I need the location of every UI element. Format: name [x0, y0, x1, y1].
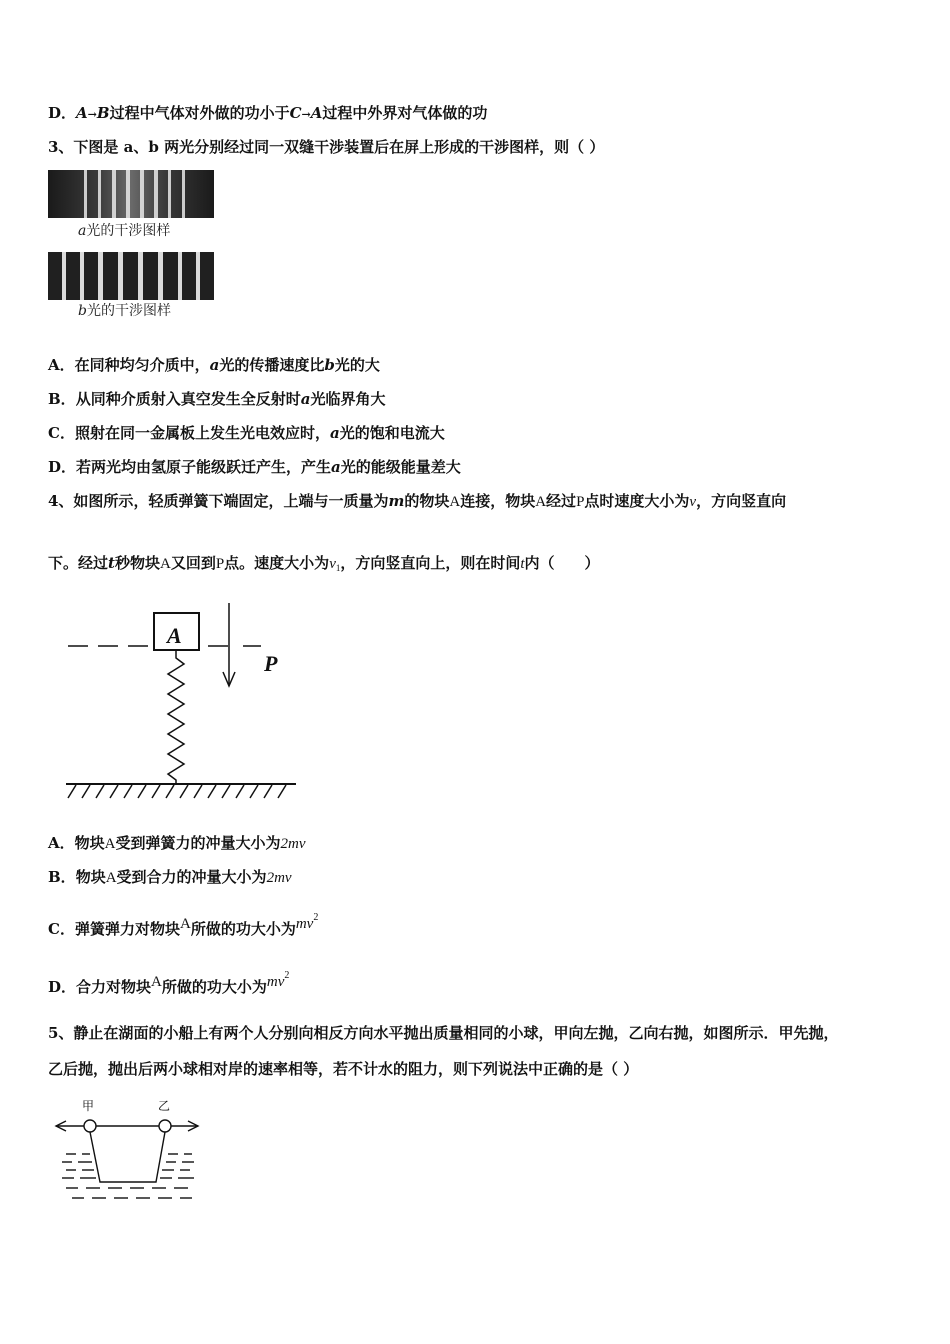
expression: 2mv: [280, 836, 306, 852]
option-label: D．: [48, 104, 77, 122]
option-text: 弹簧弹力对物块: [74, 920, 180, 938]
option-label: D．: [48, 978, 77, 996]
expression: [266, 970, 290, 990]
symbol: A: [151, 974, 162, 990]
symbol: a: [300, 390, 311, 408]
q3-stem: 3、下图是 a、b 两光分别经过同一双缝干涉装置后在屏上形成的干涉图样，则（ ）: [48, 138, 605, 156]
symbol: A: [104, 836, 116, 852]
symbol: b: [324, 356, 335, 374]
q5-stem-line1: 5、静止在湖面的小船上有两个人分别向相反方向水平抛出质量相同的小球，甲向左抛，乙向右抛，如图所示．甲先抛，: [48, 1024, 839, 1042]
symbol: a: [329, 424, 340, 442]
symbol: A: [159, 556, 171, 572]
option-label: A．: [48, 834, 75, 852]
option-label: A．: [48, 356, 75, 374]
option-text: 过程中外界对气体做的功: [322, 104, 488, 122]
option-text: 受到合力的冲量大小为: [116, 868, 267, 886]
q3-option-c: [48, 422, 445, 443]
symbol: P: [215, 556, 225, 572]
option-label: B．: [48, 868, 76, 886]
symbol-base: v: [329, 556, 336, 572]
boat-diagram: [52, 1096, 202, 1208]
option-label: C．: [48, 920, 75, 938]
spring-block-diagram: [58, 598, 308, 803]
symbol: A: [449, 494, 461, 510]
option-label: C．: [48, 424, 75, 442]
option-text: 过程中气体对外做的功小于: [109, 104, 290, 122]
option-label: B．: [48, 390, 76, 408]
caption-text: 光的干涉图样: [86, 303, 171, 319]
expression-base: mv: [266, 974, 285, 990]
q4-option-a: [48, 832, 306, 853]
stem-text: 连接，物块: [460, 492, 536, 510]
symbol: t: [108, 554, 115, 572]
symbol: A: [535, 494, 547, 510]
q2-option-d: D．A→B过程中气体对外做的功小于C→A过程中外界对气体做的功: [48, 104, 488, 122]
state-symbol: C: [289, 104, 302, 122]
option-text: 物块: [75, 868, 106, 886]
symbol: a: [331, 458, 341, 476]
symbol: t: [520, 556, 525, 572]
stem-text: 4、如图所示，轻质弹簧下端固定，上端与一质量为: [48, 492, 389, 510]
option-text: 光的传播速度比: [219, 356, 325, 374]
option-text: 光临界角大: [310, 390, 386, 408]
stem-text: 点。速度大小为: [224, 554, 330, 572]
option-text: 光的大: [334, 356, 380, 374]
stem-text: ，方向竖直向: [696, 492, 787, 510]
option-text: 物块: [74, 834, 105, 852]
expression-base: mv: [295, 916, 314, 932]
subscript: 1: [335, 563, 341, 573]
q5-stem-line2: 乙后抛，抛出后两小球相对岸的速率相等，若不计水的阻力，则下列说法中正确的是（ ）: [48, 1060, 639, 1078]
symbol: A: [179, 916, 191, 932]
symbol: a: [209, 356, 220, 374]
interference-caption-b: [78, 300, 171, 320]
option-text: 光的饱和电流大: [339, 424, 445, 442]
stem-text: 点时速度大小为: [584, 492, 690, 510]
stem-text: 秒物块: [114, 554, 160, 572]
expression: [295, 912, 319, 932]
person-label-left: 甲: [82, 1099, 95, 1113]
q3-option-a: [48, 354, 380, 375]
interference-pattern-b: [48, 252, 214, 300]
interference-pattern-a: [48, 170, 214, 218]
option-text: 受到弹簧力的冲量大小为: [115, 834, 281, 852]
expression: 2mv: [266, 870, 292, 886]
stem-text: 下。经过: [48, 554, 109, 572]
person-label-right: 乙: [158, 1099, 171, 1113]
exponent: 2: [313, 912, 319, 923]
caption-letter: b: [78, 303, 87, 319]
option-text: 若两光均由氢原子能级跃迁产生，产生: [76, 458, 332, 476]
point-label: P: [264, 651, 278, 676]
symbol: m: [388, 492, 405, 510]
stem-text: 内（ ）: [524, 554, 600, 572]
caption-letter: a: [78, 223, 87, 239]
state-symbol: B: [96, 104, 110, 122]
state-symbol: A: [76, 104, 88, 122]
option-text: 从同种介质射入真空发生全反射时: [75, 390, 301, 408]
stem-text: 的物块: [404, 492, 450, 510]
q3-option-d: [48, 456, 461, 477]
stem-text: 经过: [546, 492, 577, 510]
state-symbol: A: [310, 104, 323, 122]
option-label: D．: [48, 458, 77, 476]
symbol: A: [105, 870, 117, 886]
option-text: 所做的功大小为: [161, 978, 267, 996]
q4-option-d: [48, 970, 289, 997]
option-text: 所做的功大小为: [190, 920, 296, 938]
stem-text: ，方向竖直向上，则在时间: [340, 554, 521, 572]
q4-stem-line1: [48, 490, 786, 511]
q4-option-b: [48, 866, 292, 887]
option-text: 照射在同一金属板上发生光电效应时，: [74, 424, 330, 442]
exponent: 2: [284, 970, 290, 981]
q4-option-c: [48, 912, 318, 939]
symbol: [329, 556, 340, 572]
symbol: P: [576, 494, 585, 510]
symbol: v: [689, 494, 697, 510]
caption-text: 光的干涉图样: [86, 223, 171, 239]
q4-stem-line2: [48, 552, 600, 573]
q3-option-b: [48, 388, 385, 409]
interference-caption-a: [78, 220, 170, 240]
option-text: 在同种均匀介质中，: [74, 356, 210, 374]
option-text: 合力对物块: [76, 978, 152, 996]
stem-text: 又回到: [170, 554, 216, 572]
block-label: A: [167, 623, 182, 648]
option-text: 光的能级能量差大: [340, 458, 461, 476]
